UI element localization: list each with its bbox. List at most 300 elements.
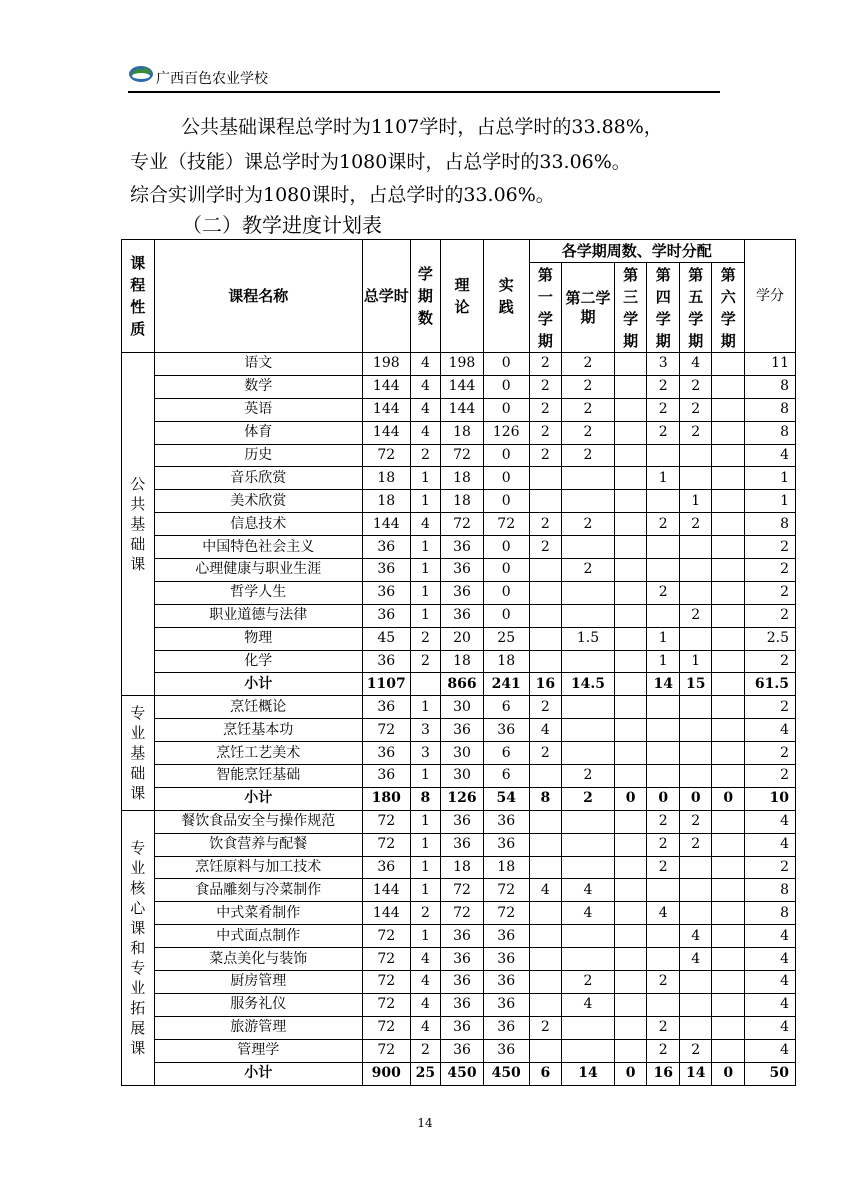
value-cell bbox=[529, 902, 562, 925]
value-cell: 72 bbox=[362, 444, 410, 467]
value-cell: 16 bbox=[647, 1062, 680, 1085]
value-cell: 2 bbox=[745, 742, 796, 765]
value-cell: 2 bbox=[529, 742, 562, 765]
value-cell: 18 bbox=[441, 490, 484, 513]
value-cell: 1 bbox=[410, 833, 440, 856]
value-cell: 4 bbox=[410, 948, 440, 971]
header-row-1 bbox=[122, 240, 796, 263]
course-name-cell: 旅游管理 bbox=[154, 1016, 362, 1039]
value-cell: 2 bbox=[529, 444, 562, 467]
value-cell: 1 bbox=[410, 810, 440, 833]
value-cell bbox=[647, 604, 680, 627]
course-name-cell: 小计 bbox=[154, 673, 362, 696]
table-row bbox=[122, 1016, 796, 1039]
value-cell: 72 bbox=[441, 879, 484, 902]
value-cell bbox=[562, 490, 615, 513]
value-cell: 6 bbox=[483, 765, 529, 788]
value-cell bbox=[712, 490, 745, 513]
schedule-table bbox=[121, 239, 796, 1086]
value-cell: 2 bbox=[562, 444, 615, 467]
course-name-cell: 管理学 bbox=[154, 1039, 362, 1062]
value-cell: 144 bbox=[441, 398, 484, 421]
value-cell bbox=[712, 627, 745, 650]
header-sem1: 第 一 学 期 bbox=[529, 263, 562, 353]
value-cell: 0 bbox=[712, 1062, 745, 1085]
value-cell: 2 bbox=[745, 559, 796, 582]
value-cell: 126 bbox=[483, 421, 529, 444]
value-cell bbox=[647, 490, 680, 513]
value-cell: 1.5 bbox=[562, 627, 615, 650]
course-name-cell: 菜点美化与装饰 bbox=[154, 948, 362, 971]
course-name-cell: 语文 bbox=[154, 353, 362, 376]
value-cell: 0 bbox=[614, 787, 647, 810]
value-cell: 1 bbox=[410, 536, 440, 559]
header-name: 课程名称 bbox=[154, 240, 362, 353]
value-cell bbox=[679, 765, 712, 788]
header-sem2: 第二学期 bbox=[562, 263, 615, 353]
value-cell: 3 bbox=[647, 353, 680, 376]
value-cell: 2 bbox=[679, 421, 712, 444]
value-cell: 2 bbox=[562, 559, 615, 582]
value-cell bbox=[562, 467, 615, 490]
value-cell bbox=[614, 375, 647, 398]
table-row bbox=[122, 353, 796, 376]
course-name-cell: 音乐欣赏 bbox=[154, 467, 362, 490]
value-cell: 1107 bbox=[362, 673, 410, 696]
course-name-cell: 职业道德与法律 bbox=[154, 604, 362, 627]
table-row bbox=[122, 856, 796, 879]
value-cell bbox=[679, 444, 712, 467]
table-row bbox=[122, 398, 796, 421]
value-cell: 25 bbox=[483, 627, 529, 650]
value-cell: 4 bbox=[529, 719, 562, 742]
value-cell: 2 bbox=[647, 398, 680, 421]
value-cell bbox=[712, 902, 745, 925]
value-cell: 4 bbox=[410, 993, 440, 1016]
value-cell bbox=[614, 581, 647, 604]
value-cell: 72 bbox=[362, 833, 410, 856]
course-name-cell: 厨房管理 bbox=[154, 971, 362, 994]
course-name-cell: 小计 bbox=[154, 787, 362, 810]
value-cell: 1 bbox=[410, 879, 440, 902]
value-cell: 1 bbox=[410, 467, 440, 490]
value-cell: 4 bbox=[562, 993, 615, 1016]
value-cell: 2 bbox=[647, 1039, 680, 1062]
value-cell bbox=[679, 536, 712, 559]
value-cell: 1 bbox=[410, 765, 440, 788]
course-name-cell: 餐饮食品安全与操作规范 bbox=[154, 810, 362, 833]
table-row bbox=[122, 513, 796, 536]
value-cell: 2 bbox=[529, 398, 562, 421]
value-cell bbox=[712, 993, 745, 1016]
table-row bbox=[122, 559, 796, 582]
value-cell: 36 bbox=[483, 810, 529, 833]
value-cell: 11 bbox=[745, 353, 796, 376]
value-cell: 2 bbox=[529, 421, 562, 444]
value-cell bbox=[712, 925, 745, 948]
value-cell bbox=[647, 536, 680, 559]
value-cell: 36 bbox=[362, 856, 410, 879]
value-cell bbox=[529, 765, 562, 788]
value-cell: 2 bbox=[647, 833, 680, 856]
value-cell bbox=[712, 650, 745, 673]
value-cell: 36 bbox=[362, 650, 410, 673]
value-cell bbox=[614, 742, 647, 765]
value-cell bbox=[712, 536, 745, 559]
category-cell: 专 业 基 础 课 bbox=[122, 696, 155, 810]
value-cell bbox=[647, 719, 680, 742]
value-cell bbox=[562, 856, 615, 879]
value-cell: 18 bbox=[441, 421, 484, 444]
value-cell bbox=[614, 879, 647, 902]
value-cell bbox=[712, 513, 745, 536]
course-name-cell: 小计 bbox=[154, 1062, 362, 1085]
value-cell: 8 bbox=[745, 375, 796, 398]
table-row bbox=[122, 879, 796, 902]
value-cell: 2 bbox=[679, 1039, 712, 1062]
value-cell: 2.5 bbox=[745, 627, 796, 650]
value-cell: 36 bbox=[483, 971, 529, 994]
value-cell: 1 bbox=[410, 604, 440, 627]
value-cell bbox=[614, 856, 647, 879]
value-cell: 0 bbox=[483, 375, 529, 398]
value-cell: 1 bbox=[410, 559, 440, 582]
value-cell: 36 bbox=[441, 810, 484, 833]
value-cell: 4 bbox=[410, 1016, 440, 1039]
value-cell: 4 bbox=[410, 398, 440, 421]
value-cell: 25 bbox=[410, 1062, 440, 1085]
value-cell: 54 bbox=[483, 787, 529, 810]
header-total: 总学时 bbox=[362, 240, 410, 353]
table-row bbox=[122, 948, 796, 971]
value-cell: 450 bbox=[441, 1062, 484, 1085]
course-name-cell: 数学 bbox=[154, 375, 362, 398]
value-cell bbox=[614, 765, 647, 788]
value-cell: 241 bbox=[483, 673, 529, 696]
value-cell: 4 bbox=[745, 444, 796, 467]
value-cell: 1 bbox=[647, 627, 680, 650]
value-cell: 36 bbox=[483, 993, 529, 1016]
value-cell: 2 bbox=[529, 353, 562, 376]
value-cell bbox=[712, 673, 745, 696]
value-cell bbox=[712, 353, 745, 376]
value-cell bbox=[647, 696, 680, 719]
value-cell: 45 bbox=[362, 627, 410, 650]
value-cell bbox=[712, 810, 745, 833]
value-cell bbox=[712, 833, 745, 856]
value-cell bbox=[614, 444, 647, 467]
value-cell: 36 bbox=[441, 719, 484, 742]
table-row bbox=[122, 902, 796, 925]
value-cell: 8 bbox=[745, 398, 796, 421]
value-cell bbox=[712, 444, 745, 467]
table-row bbox=[122, 925, 796, 948]
value-cell bbox=[679, 696, 712, 719]
value-cell: 8 bbox=[745, 902, 796, 925]
value-cell: 450 bbox=[483, 1062, 529, 1085]
value-cell: 2 bbox=[562, 398, 615, 421]
value-cell: 72 bbox=[362, 810, 410, 833]
table-row bbox=[122, 444, 796, 467]
header-sem3: 第 三 学 期 bbox=[614, 263, 647, 353]
value-cell: 18 bbox=[362, 467, 410, 490]
value-cell: 8 bbox=[529, 787, 562, 810]
value-cell: 36 bbox=[362, 581, 410, 604]
value-cell bbox=[712, 879, 745, 902]
table-row bbox=[122, 604, 796, 627]
value-cell bbox=[614, 1039, 647, 1062]
value-cell bbox=[679, 719, 712, 742]
value-cell bbox=[529, 810, 562, 833]
value-cell: 0 bbox=[614, 1062, 647, 1085]
value-cell: 72 bbox=[441, 513, 484, 536]
value-cell: 2 bbox=[745, 856, 796, 879]
value-cell: 36 bbox=[441, 536, 484, 559]
course-name-cell: 智能烹饪基础 bbox=[154, 765, 362, 788]
course-name-cell: 体育 bbox=[154, 421, 362, 444]
value-cell: 2 bbox=[679, 513, 712, 536]
value-cell bbox=[529, 627, 562, 650]
course-name-cell: 心理健康与职业生涯 bbox=[154, 559, 362, 582]
value-cell bbox=[562, 650, 615, 673]
value-cell bbox=[712, 398, 745, 421]
value-cell bbox=[712, 948, 745, 971]
value-cell: 2 bbox=[679, 604, 712, 627]
course-name-cell: 化学 bbox=[154, 650, 362, 673]
value-cell bbox=[679, 581, 712, 604]
value-cell bbox=[712, 719, 745, 742]
value-cell: 18 bbox=[441, 856, 484, 879]
value-cell bbox=[679, 971, 712, 994]
value-cell: 72 bbox=[362, 925, 410, 948]
header-theory: 理 论 bbox=[441, 240, 484, 353]
value-cell: 144 bbox=[362, 375, 410, 398]
value-cell: 2 bbox=[647, 971, 680, 994]
value-cell: 2 bbox=[529, 375, 562, 398]
value-cell bbox=[679, 879, 712, 902]
paragraph-line-1: 公共基础课程总学时为1107学时，占总学时的33.88%， bbox=[181, 116, 663, 138]
value-cell: 2 bbox=[562, 765, 615, 788]
value-cell: 2 bbox=[529, 536, 562, 559]
course-name-cell: 英语 bbox=[154, 398, 362, 421]
value-cell: 10 bbox=[745, 787, 796, 810]
value-cell: 36 bbox=[362, 604, 410, 627]
course-name-cell: 烹饪原料与加工技术 bbox=[154, 856, 362, 879]
value-cell: 0 bbox=[483, 444, 529, 467]
value-cell: 2 bbox=[410, 627, 440, 650]
value-cell bbox=[712, 856, 745, 879]
value-cell: 0 bbox=[483, 353, 529, 376]
value-cell bbox=[712, 971, 745, 994]
value-cell: 1 bbox=[679, 650, 712, 673]
value-cell: 2 bbox=[647, 856, 680, 879]
value-cell: 0 bbox=[483, 490, 529, 513]
value-cell bbox=[712, 467, 745, 490]
course-name-cell: 信息技术 bbox=[154, 513, 362, 536]
category-cell: 专 业 核 心 课 和 专 业 拓 展 课 bbox=[122, 810, 155, 1085]
subtotal-row bbox=[122, 1062, 796, 1085]
value-cell bbox=[614, 536, 647, 559]
value-cell: 36 bbox=[483, 948, 529, 971]
value-cell: 1 bbox=[410, 581, 440, 604]
value-cell: 14.5 bbox=[562, 673, 615, 696]
value-cell bbox=[614, 993, 647, 1016]
value-cell: 2 bbox=[679, 375, 712, 398]
value-cell bbox=[529, 650, 562, 673]
value-cell: 36 bbox=[483, 833, 529, 856]
value-cell: 2 bbox=[562, 971, 615, 994]
value-cell: 72 bbox=[362, 1039, 410, 1062]
value-cell bbox=[712, 1039, 745, 1062]
value-cell: 4 bbox=[410, 513, 440, 536]
value-cell: 72 bbox=[362, 1016, 410, 1039]
value-cell: 6 bbox=[483, 696, 529, 719]
value-cell: 8 bbox=[745, 879, 796, 902]
header-sem5: 第 五 学 期 bbox=[679, 263, 712, 353]
value-cell bbox=[529, 559, 562, 582]
value-cell bbox=[562, 948, 615, 971]
table-row bbox=[122, 993, 796, 1016]
value-cell: 1 bbox=[679, 490, 712, 513]
value-cell: 3 bbox=[410, 742, 440, 765]
value-cell: 36 bbox=[441, 948, 484, 971]
value-cell: 16 bbox=[529, 673, 562, 696]
value-cell bbox=[712, 375, 745, 398]
value-cell bbox=[614, 604, 647, 627]
value-cell bbox=[529, 490, 562, 513]
value-cell bbox=[712, 559, 745, 582]
value-cell: 4 bbox=[679, 948, 712, 971]
value-cell: 2 bbox=[745, 650, 796, 673]
value-cell: 4 bbox=[745, 1039, 796, 1062]
value-cell: 1 bbox=[410, 856, 440, 879]
value-cell: 2 bbox=[410, 650, 440, 673]
value-cell: 8 bbox=[745, 513, 796, 536]
value-cell: 2 bbox=[679, 810, 712, 833]
value-cell: 18 bbox=[483, 650, 529, 673]
school-logo-icon bbox=[128, 60, 154, 86]
value-cell: 0 bbox=[483, 536, 529, 559]
value-cell bbox=[529, 856, 562, 879]
value-cell: 0 bbox=[483, 398, 529, 421]
value-cell bbox=[679, 559, 712, 582]
value-cell: 2 bbox=[562, 421, 615, 444]
value-cell bbox=[562, 696, 615, 719]
value-cell: 198 bbox=[362, 353, 410, 376]
value-cell: 36 bbox=[441, 559, 484, 582]
value-cell: 4 bbox=[745, 948, 796, 971]
value-cell: 15 bbox=[679, 673, 712, 696]
value-cell: 1 bbox=[410, 925, 440, 948]
value-cell: 2 bbox=[745, 765, 796, 788]
value-cell bbox=[614, 513, 647, 536]
paragraph-line-2: 专业（技能）课总学时为1080课时，占总学时的33.06%。 bbox=[130, 151, 631, 173]
value-cell bbox=[614, 353, 647, 376]
value-cell bbox=[614, 719, 647, 742]
value-cell: 36 bbox=[441, 1039, 484, 1062]
value-cell: 18 bbox=[441, 650, 484, 673]
value-cell: 1 bbox=[745, 490, 796, 513]
value-cell bbox=[712, 604, 745, 627]
value-cell: 126 bbox=[441, 787, 484, 810]
value-cell: 72 bbox=[362, 993, 410, 1016]
value-cell bbox=[529, 604, 562, 627]
value-cell bbox=[614, 971, 647, 994]
value-cell: 36 bbox=[362, 536, 410, 559]
value-cell: 0 bbox=[483, 467, 529, 490]
value-cell: 18 bbox=[441, 467, 484, 490]
table-row bbox=[122, 742, 796, 765]
value-cell: 4 bbox=[745, 1016, 796, 1039]
school-name: 广西百色农业学校 bbox=[156, 71, 268, 87]
table-row bbox=[122, 833, 796, 856]
header-sem4: 第 四 学 期 bbox=[647, 263, 680, 353]
value-cell bbox=[679, 993, 712, 1016]
value-cell bbox=[614, 650, 647, 673]
value-cell: 6 bbox=[529, 1062, 562, 1085]
value-cell: 4 bbox=[679, 353, 712, 376]
value-cell: 4 bbox=[745, 971, 796, 994]
course-name-cell: 历史 bbox=[154, 444, 362, 467]
value-cell: 2 bbox=[529, 513, 562, 536]
value-cell bbox=[529, 467, 562, 490]
table-row bbox=[122, 581, 796, 604]
table-row bbox=[122, 765, 796, 788]
value-cell: 0 bbox=[647, 787, 680, 810]
value-cell: 4 bbox=[410, 375, 440, 398]
value-cell bbox=[614, 467, 647, 490]
course-name-cell: 哲学人生 bbox=[154, 581, 362, 604]
table-row bbox=[122, 719, 796, 742]
value-cell: 1 bbox=[410, 490, 440, 513]
value-cell bbox=[614, 490, 647, 513]
value-cell bbox=[562, 1039, 615, 1062]
value-cell bbox=[679, 902, 712, 925]
value-cell: 4 bbox=[562, 902, 615, 925]
course-name-cell: 烹饪工艺美术 bbox=[154, 742, 362, 765]
value-cell: 2 bbox=[562, 513, 615, 536]
value-cell: 2 bbox=[647, 581, 680, 604]
value-cell: 2 bbox=[647, 1016, 680, 1039]
value-cell: 4 bbox=[410, 353, 440, 376]
value-cell: 2 bbox=[679, 833, 712, 856]
value-cell bbox=[614, 421, 647, 444]
value-cell: 36 bbox=[483, 925, 529, 948]
value-cell: 4 bbox=[745, 993, 796, 1016]
course-name-cell: 中国特色社会主义 bbox=[154, 536, 362, 559]
value-cell bbox=[614, 902, 647, 925]
value-cell bbox=[679, 856, 712, 879]
value-cell: 4 bbox=[745, 833, 796, 856]
value-cell bbox=[529, 948, 562, 971]
value-cell bbox=[562, 742, 615, 765]
value-cell: 2 bbox=[529, 1016, 562, 1039]
value-cell: 72 bbox=[362, 971, 410, 994]
course-name-cell: 美术欣赏 bbox=[154, 490, 362, 513]
value-cell: 18 bbox=[362, 490, 410, 513]
value-cell: 14 bbox=[562, 1062, 615, 1085]
value-cell bbox=[679, 627, 712, 650]
value-cell: 36 bbox=[441, 925, 484, 948]
table-row bbox=[122, 421, 796, 444]
course-name-cell: 服务礼仪 bbox=[154, 993, 362, 1016]
table-row bbox=[122, 490, 796, 513]
value-cell bbox=[647, 765, 680, 788]
page-number: 14 bbox=[417, 1116, 433, 1130]
category-cell: 公 共 基 础 课 bbox=[122, 353, 155, 696]
value-cell: 2 bbox=[562, 353, 615, 376]
value-cell: 30 bbox=[441, 742, 484, 765]
